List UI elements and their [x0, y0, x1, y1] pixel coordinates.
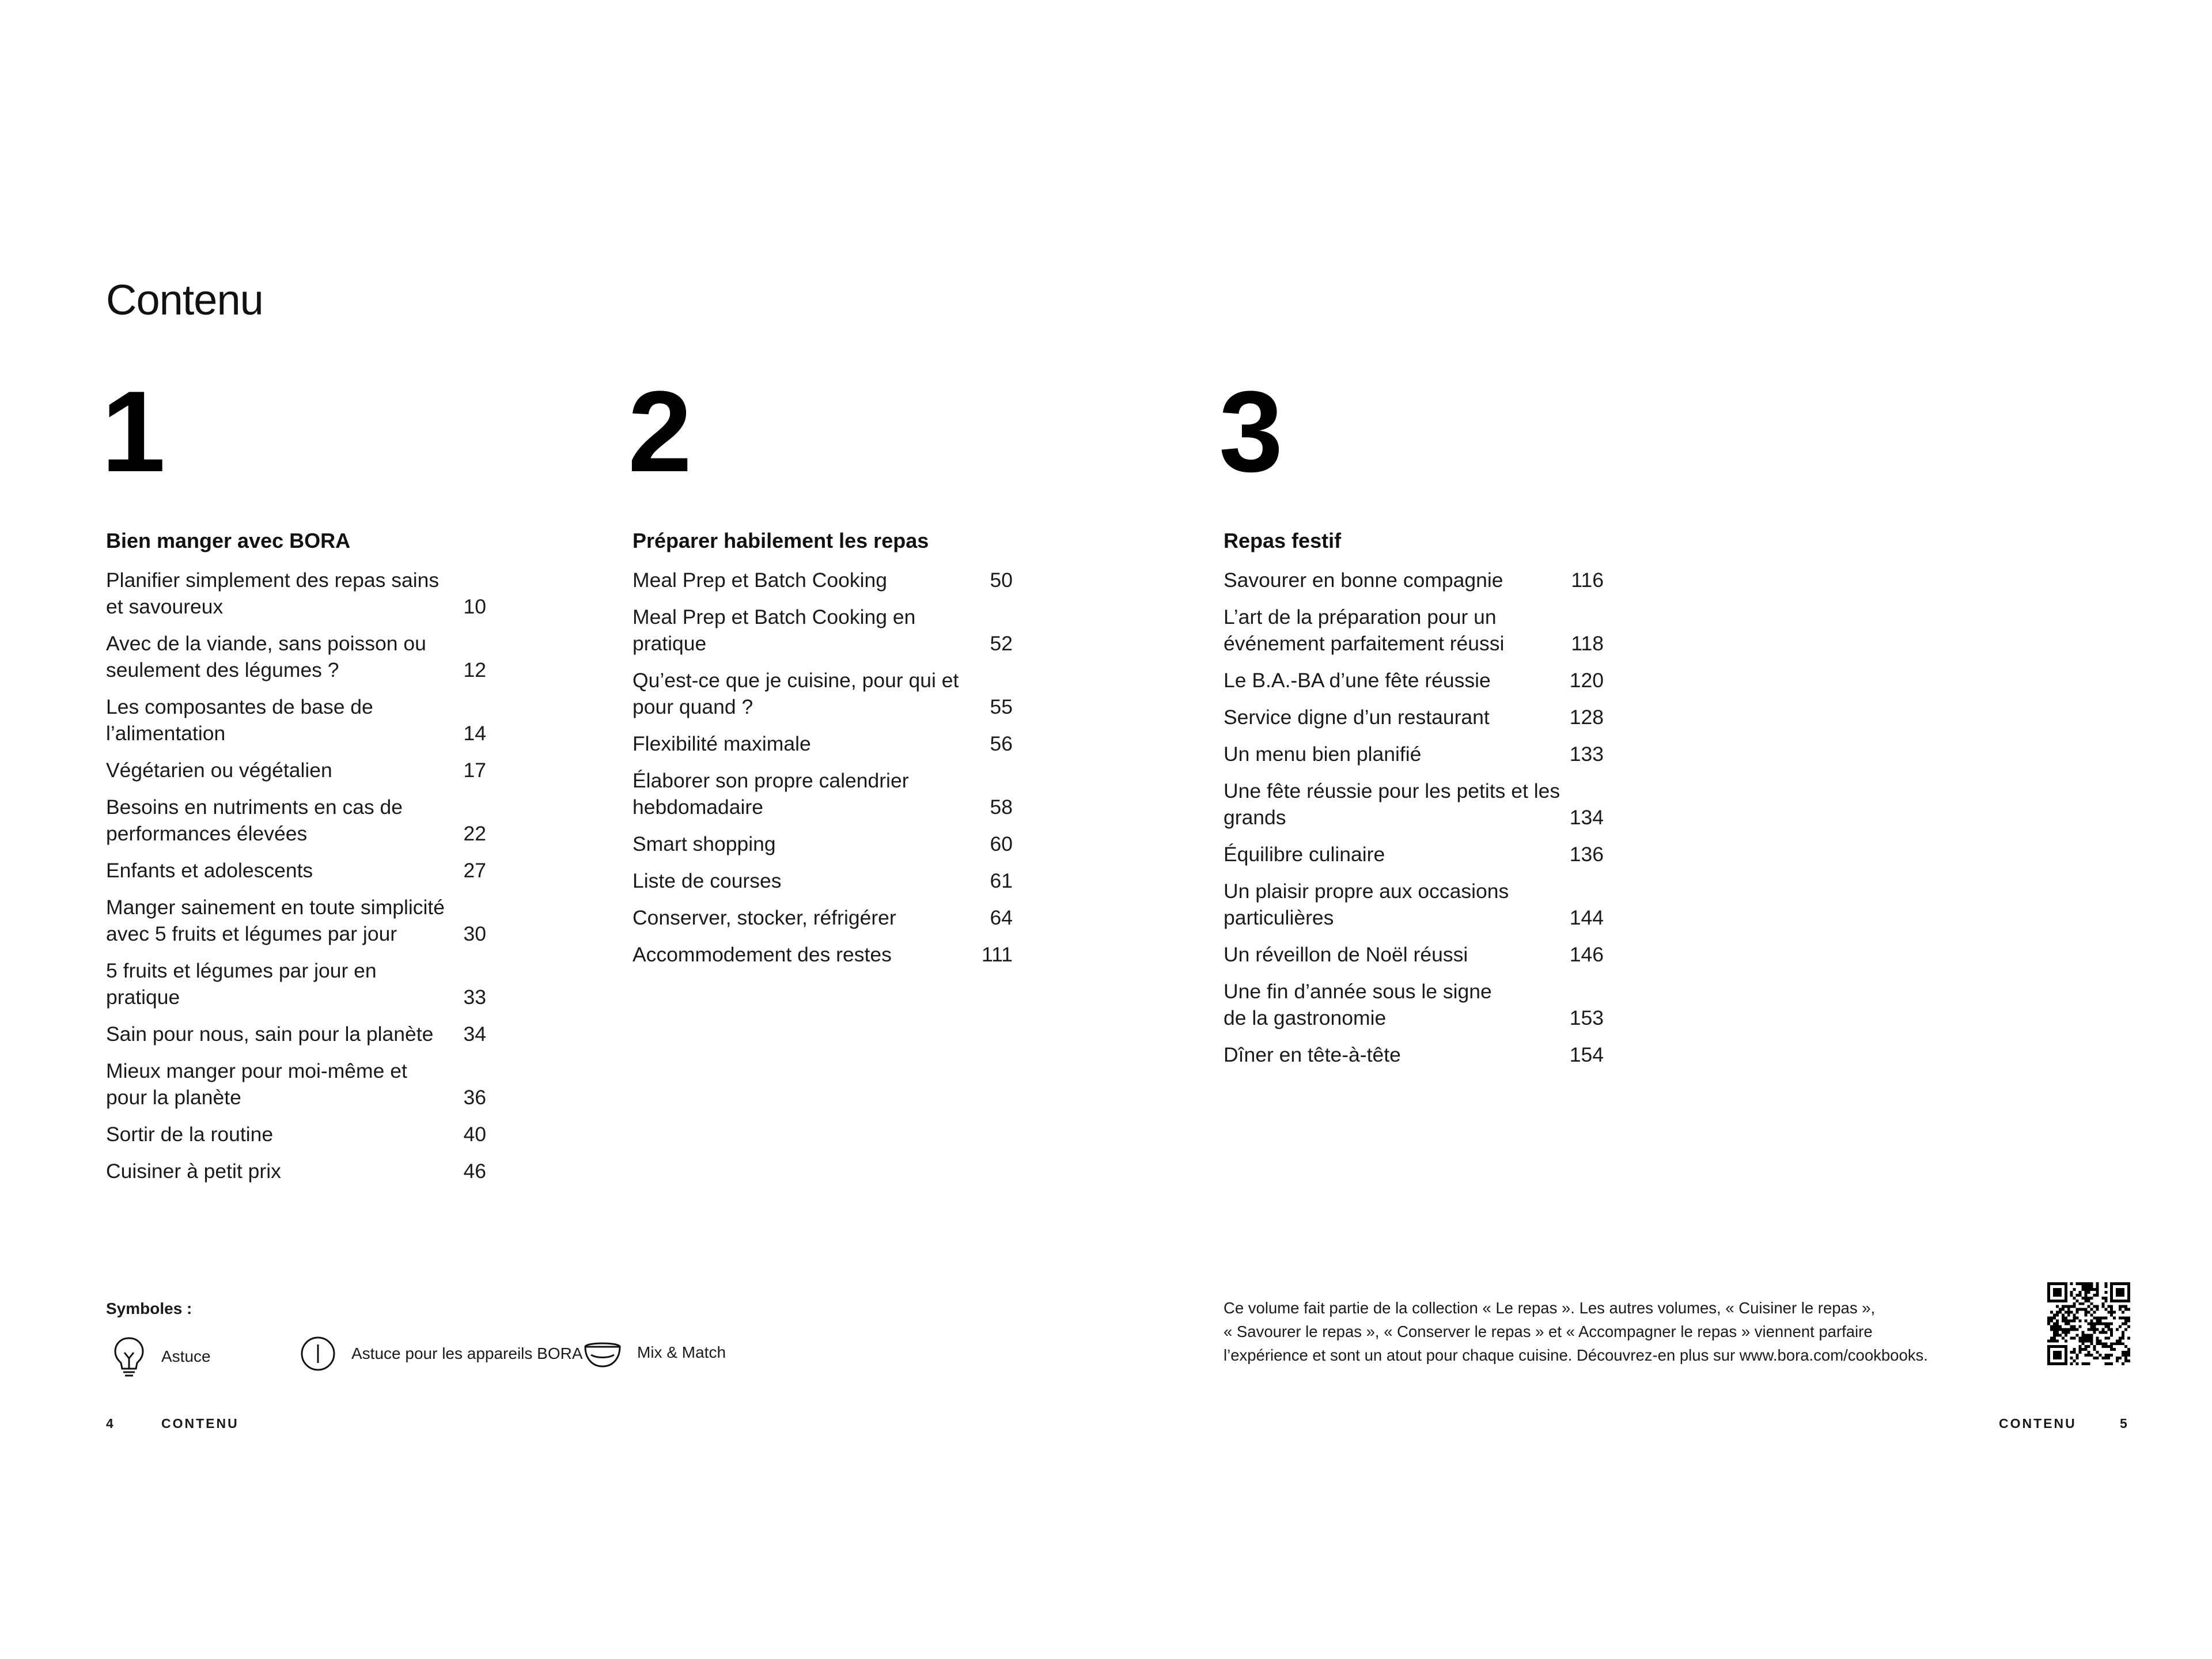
- toc-entry[interactable]: [1224, 604, 1604, 657]
- page-title: Contenu: [106, 276, 263, 324]
- toc-entry-page: 116: [1571, 569, 1604, 592]
- toc-entry-page: 33: [463, 986, 486, 1009]
- toc-entry-title: Conserver, stocker, réfrigérer: [632, 906, 896, 929]
- toc-entry[interactable]: [632, 730, 1013, 757]
- toc-entry-page: 133: [1569, 743, 1604, 766]
- lightbulb-icon: [112, 1335, 146, 1378]
- toc-entry-page: 58: [990, 796, 1013, 819]
- toc-entry-title: Enfants et adolescents: [106, 859, 313, 882]
- toc-entry-page: 111: [982, 943, 1013, 966]
- toc-entry-title: Cuisiner à petit prix: [106, 1160, 281, 1183]
- toc-entry-title: Un réveillon de Noël réussi: [1224, 943, 1468, 966]
- toc-entry[interactable]: [1224, 1041, 1604, 1068]
- toc-entry[interactable]: [632, 767, 1013, 820]
- toc-entry-title: Dîner en tête-à-tête: [1224, 1043, 1401, 1066]
- toc-entry-page: 12: [463, 658, 486, 681]
- toc-entry-page: 154: [1569, 1043, 1604, 1066]
- toc-entry-title: Un menu bien planifié: [1224, 743, 1422, 766]
- toc-entry-title: Équilibre culinaire: [1224, 843, 1385, 866]
- symbol-label: Astuce: [161, 1347, 211, 1365]
- symbols-title: Symboles :: [106, 1300, 192, 1317]
- toc-entry-page: 30: [463, 922, 486, 945]
- toc-entry-page: 14: [463, 722, 486, 745]
- toc-entry-title: L’art de la préparation pour un événement parfaitement réussi: [1224, 605, 1505, 655]
- toc-entry-title: Sortir de la routine: [106, 1123, 274, 1146]
- toc-entry-title: Élaborer son propre calendrier hebdomadaire: [632, 769, 909, 819]
- toc-entry-page: 36: [463, 1086, 486, 1109]
- toc-entry[interactable]: [1224, 667, 1604, 694]
- chapter-heading: Bien manger avec BORA: [106, 529, 351, 552]
- toc-entry-page: 34: [463, 1022, 486, 1046]
- toc-entry-page: 146: [1569, 943, 1604, 966]
- footer-right-page-number: 5: [2120, 1416, 2129, 1431]
- chapter-heading: Repas festif: [1224, 529, 1342, 552]
- toc-entry-page: 10: [463, 595, 486, 618]
- toc-entry[interactable]: [632, 831, 1013, 857]
- toc-entry-page: 60: [990, 832, 1013, 855]
- toc-entry[interactable]: [106, 1021, 486, 1047]
- toc-entry-title: Le B.A.-BA d’une fête réussie: [1224, 669, 1491, 692]
- toc-entry-title: Flexibilité maximale: [632, 732, 811, 755]
- toc-entry[interactable]: [106, 1158, 486, 1184]
- footer-left-section-label: CONTENU: [161, 1416, 239, 1431]
- toc-column-2: [628, 368, 1013, 978]
- toc-entry-page: 50: [990, 569, 1013, 592]
- toc-entry[interactable]: [632, 667, 1013, 720]
- toc-entry[interactable]: [1224, 841, 1604, 868]
- toc-entry-title: Avec de la viande, sans poisson ou seulement des légumes ?: [106, 632, 426, 681]
- toc-entry[interactable]: [106, 757, 486, 783]
- symbol-bora-device: [300, 1335, 583, 1372]
- toc-entry-page: 136: [1569, 843, 1604, 866]
- toc-entry[interactable]: [106, 1121, 486, 1147]
- toc-entry-page: 22: [463, 822, 486, 845]
- toc-entry[interactable]: [106, 1058, 486, 1111]
- chapter-heading: Préparer habilement les repas: [632, 529, 929, 552]
- symbol-astuce: [112, 1335, 211, 1378]
- symbol-label: Astuce pour les appareils BORA: [351, 1344, 583, 1362]
- toc-entry-title: Mieux manger pour moi-même et pour la planète: [106, 1059, 407, 1109]
- toc-entry[interactable]: [632, 567, 1013, 593]
- toc-entry[interactable]: [632, 868, 1013, 894]
- toc-entry-title: Liste de courses: [632, 869, 782, 892]
- toc-entry-title: Savourer en bonne compagnie: [1224, 569, 1503, 592]
- toc-entry-title: Accommodement des restes: [632, 943, 892, 966]
- toc-entry-title: Smart shopping: [632, 832, 776, 855]
- toc-entry-title: Manger sainement en toute simplicité avec 5 fruits et légumes par jour: [106, 896, 445, 945]
- toc-entry-title: Un plaisir propre aux occasions particulières: [1224, 880, 1509, 929]
- chapter-number: 2: [628, 368, 690, 496]
- symbol-mix-match: [583, 1335, 726, 1370]
- toc-entry-page: 61: [990, 869, 1013, 892]
- toc-entry[interactable]: [1224, 704, 1604, 730]
- toc-entry-title: Besoins en nutriments en cas de performances élevées: [106, 796, 403, 845]
- toc-entry[interactable]: [106, 894, 486, 947]
- qr-code-icon[interactable]: [2047, 1282, 2130, 1365]
- toc-entry-page: 128: [1569, 706, 1604, 729]
- footer-right-section-label: CONTENU: [1999, 1416, 2077, 1431]
- collection-note: Ce volume fait partie de la collection « Le repas ». Les autres volumes, « Cuisiner le repas », « Savourer le repas », « Conserver le repas » et « Accompagner le repas » viennent parfaire l’expérience et sont un atout pour chaque cuisine. Découvrez-en plus sur www.bora.com/cookbooks.: [1224, 1299, 1928, 1364]
- toc-entry-page: 17: [463, 759, 486, 782]
- toc-entry-title: Qu’est-ce que je cuisine, pour qui et pour quand ?: [632, 669, 959, 718]
- toc-entry[interactable]: [106, 957, 486, 1010]
- toc-entry[interactable]: [106, 794, 486, 847]
- toc-entry-page: 153: [1569, 1006, 1604, 1029]
- toc-entry-title: Planifier simplement des repas sains et savoureux: [106, 569, 440, 618]
- toc-entry-page: 134: [1569, 806, 1604, 829]
- toc-entry-page: 144: [1569, 906, 1604, 929]
- chapter-number: 1: [101, 368, 164, 496]
- toc-entry-page: 64: [990, 906, 1013, 929]
- symbol-label: Mix & Match: [637, 1343, 726, 1361]
- chapter-number: 3: [1219, 368, 1281, 496]
- toc-entry-page: 40: [463, 1123, 486, 1146]
- toc-entry-page: 27: [463, 859, 486, 882]
- toc-entry[interactable]: [632, 941, 1013, 968]
- toc-entry-page: 56: [990, 732, 1013, 755]
- toc-entry[interactable]: [1224, 778, 1604, 831]
- toc-entry[interactable]: [1224, 741, 1604, 767]
- toc-entry-title: Sain pour nous, sain pour la planète: [106, 1022, 434, 1046]
- bowl-icon: [583, 1335, 622, 1370]
- toc-entry[interactable]: [106, 694, 486, 747]
- toc-column-1: [101, 368, 486, 1195]
- toc-entry-title: Les composantes de base de l’alimentation: [106, 695, 373, 745]
- footer-left-page-number: 4: [106, 1416, 115, 1431]
- toc-entry-page: 52: [990, 632, 1013, 655]
- toc-entry-title: 5 fruits et légumes par jour en pratique: [106, 959, 377, 1009]
- toc-column-3: [1219, 368, 1604, 1078]
- toc-entry-title: Meal Prep et Batch Cooking en pratique: [632, 605, 916, 655]
- toc-entry[interactable]: [1224, 878, 1604, 931]
- toc-entry[interactable]: [1224, 978, 1604, 1031]
- toc-entry[interactable]: [632, 604, 1013, 657]
- toc-entry-page: 46: [463, 1160, 486, 1183]
- toc-entry-title: Meal Prep et Batch Cooking: [632, 569, 888, 592]
- toc-entry[interactable]: [1224, 941, 1604, 968]
- toc-entry-title: Une fête réussie pour les petits et les grands: [1224, 779, 1560, 829]
- bora-device-icon: [300, 1335, 336, 1372]
- toc-entry[interactable]: [106, 630, 486, 683]
- toc-entry[interactable]: [106, 857, 486, 884]
- toc-entry-title: Service digne d’un restaurant: [1224, 706, 1490, 729]
- toc-entry[interactable]: [106, 567, 486, 620]
- toc-entry[interactable]: [632, 904, 1013, 931]
- toc-entry-title: Une fin d’année sous le signe de la gastronomie: [1224, 980, 1492, 1029]
- toc-entry-page: 118: [1571, 632, 1604, 655]
- toc-entry-page: 120: [1569, 669, 1604, 692]
- toc-entry-page: 55: [990, 695, 1013, 718]
- toc-entry[interactable]: [1224, 567, 1604, 593]
- toc-entry-title: Végétarien ou végétalien: [106, 759, 332, 782]
